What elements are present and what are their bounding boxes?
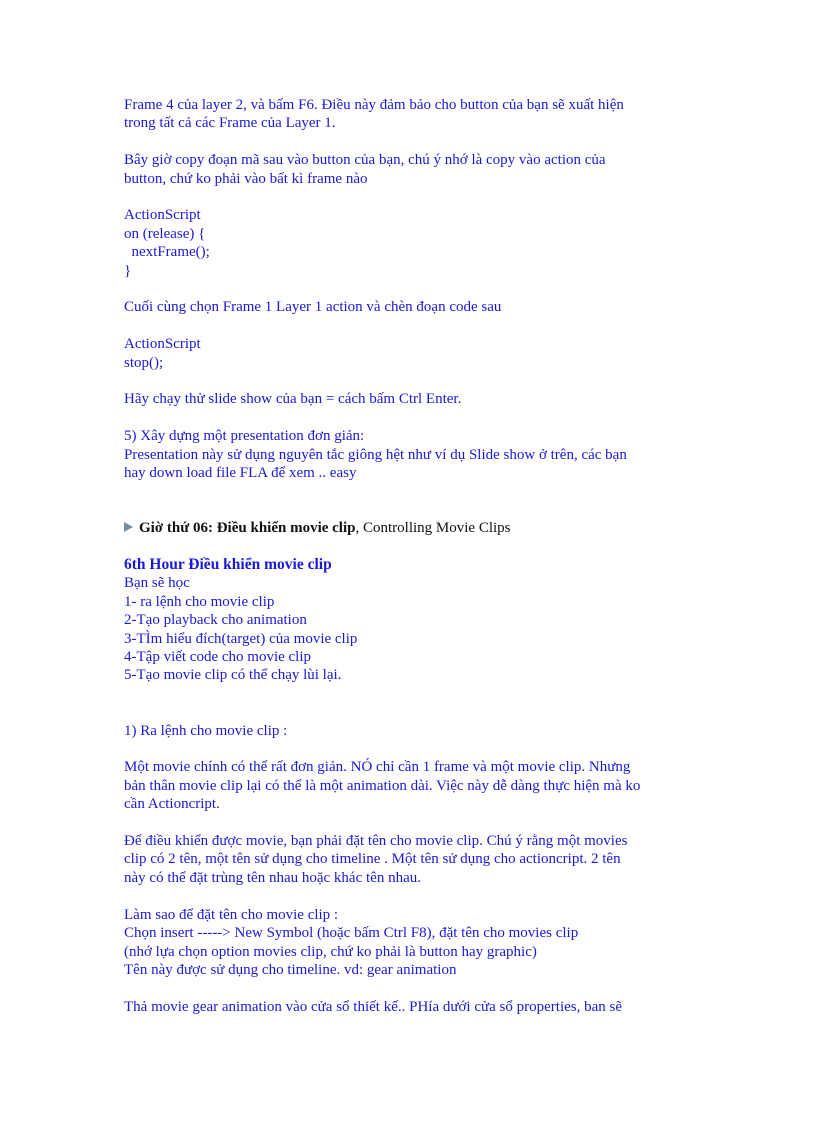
text-line: button, chứ ko phải vào bất kì frame nào xyxy=(124,170,368,187)
text-line: Hãy chạy thử slide show của bạn = cách bấm Ctrl Enter. xyxy=(124,391,462,408)
hour-title: 6th Hour Điều khiển movie clip xyxy=(124,556,332,574)
text-line: Làm sao để đặt tên cho movie clip : xyxy=(124,906,339,923)
text-line: cần Actioncript. xyxy=(124,796,220,813)
text-line: 5) Xây dựng một presentation đơn giản: xyxy=(124,428,365,445)
text-line: này có thể đặt trùng tên nhau hoặc khác tên nhau. xyxy=(124,869,421,886)
text-line: Bây giờ copy đoạn mã sau vào button của bạn, chú ý nhớ là copy vào action của xyxy=(124,152,606,169)
hour-intro: Bạn sẽ học xyxy=(124,575,190,592)
text-line: Để điều khiển được movie, bạn phải đặt tên cho movie clip. Chú ý rằng một movies xyxy=(124,833,628,850)
text-line: Frame 4 của layer 2, và bấm F6. Điều này đảm bảo cho button của bạn sẽ xuất hiện xyxy=(124,97,624,113)
text-line: Tên này được sử dụng cho timeline. vd: gear animation xyxy=(124,961,457,978)
text-line: Chọn insert -----> New Symbol (hoặc bấm Ctrl F8), đặt tên cho movies clip xyxy=(124,925,579,942)
triangle-bullet-icon xyxy=(124,522,133,532)
list-item: 2-Tạo playback cho animation xyxy=(124,612,307,629)
code-line: ActionScript xyxy=(124,336,201,353)
text-line: Presentation này sử dụng nguyên tắc giông hệt như ví dụ Slide show ở trên, các bạn xyxy=(124,446,627,463)
text-line: Một movie chính có thể rất đơn giản. NÓ chỉ cần 1 frame và một movie clip. Nhưng xyxy=(124,759,631,776)
text-line: Thả movie gear animation vào cửa sổ thiết kế.. PHía dưới cửa sổ properties, ban sẽ xyxy=(124,998,623,1015)
section-heading-bold: Giờ thứ 06: Điều khiển movie clip xyxy=(139,520,356,537)
list-item: 5-Tạo movie clip có thể chạy lùi lại. xyxy=(124,667,342,684)
section-heading-rest: , Controlling Movie Clips xyxy=(355,520,511,537)
text-line: clip có 2 tên, một tên sử dụng cho timeline . Một tên sử dụng cho actioncript. 2 tên xyxy=(124,851,621,868)
code-line: } xyxy=(124,262,132,279)
code-line: stop(); xyxy=(124,354,164,371)
part-title: 1) Ra lệnh cho movie clip : xyxy=(124,722,288,739)
code-line: ActionScript xyxy=(124,207,201,224)
code-line: nextFrame(); xyxy=(124,244,210,261)
document-page xyxy=(124,96,724,1016)
section-heading xyxy=(124,519,724,537)
text-line: bản thân movie clip lại có thể là một animation dài. Việc này dễ dàng thực hiện mà ko xyxy=(124,777,641,794)
list-item: 4-Tập viết code cho movie clip xyxy=(124,649,312,666)
list-item: 1- ra lệnh cho movie clip xyxy=(124,593,275,610)
text-line: trong tất cả các Frame của Layer 1. xyxy=(124,115,336,132)
list-item: 3-TÌm hiểu đích(target) của movie clip xyxy=(124,630,358,647)
code-line: on (release) { xyxy=(124,225,206,242)
text-line: Cuối cùng chọn Frame 1 Layer 1 action và chèn đoạn code sau xyxy=(124,299,502,316)
text-line: (nhớ lựa chọn option movies clip, chứ ko phải là button hay graphic) xyxy=(124,943,537,960)
text-line: hay down load file FLA để xem .. easy xyxy=(124,465,357,482)
